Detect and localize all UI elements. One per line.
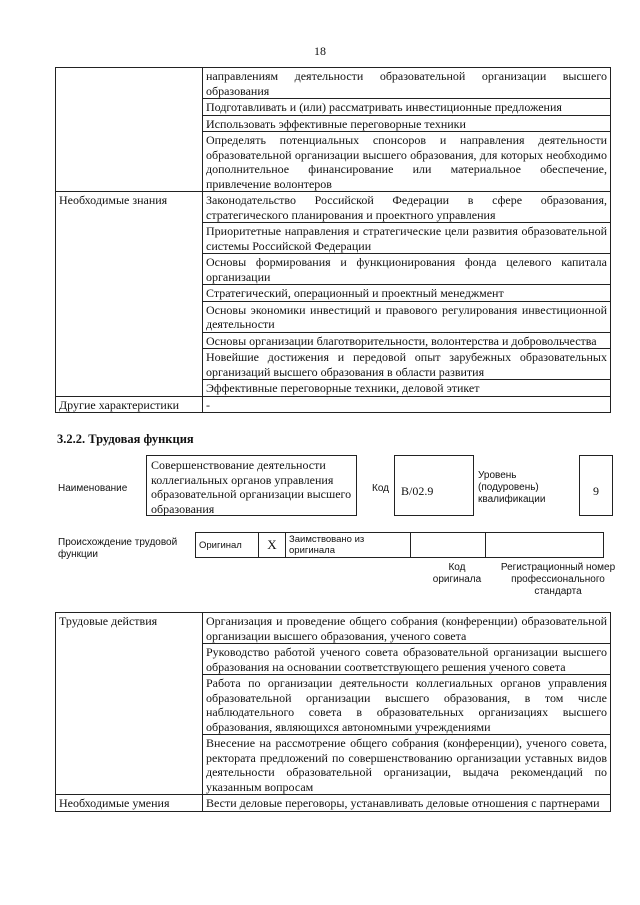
origin-reg-cell (486, 533, 604, 558)
origin-reg-caption: Регистрационный номер профессионального стандарта (500, 562, 616, 597)
origin-mark: X (259, 533, 286, 558)
table-row (56, 192, 611, 223)
row-label (56, 68, 203, 192)
section-heading: 3.2.2. Трудовая функция (57, 432, 194, 446)
origin-borrowed: Заимствовано из оригинала (286, 533, 411, 558)
row-text: Организация и проведение общего собрания (конференции) образовательной организации высшего образования, ученого совета (203, 613, 611, 644)
row-text: Внесение на рассмотрение общего собрания (конференции), ученого совета, ректората предложений по совершенствованию организации уставных видов деятельности образовательной организации, выдача рекомендаций по указанным вопросам (203, 735, 611, 795)
row-text: Приоритетные направления и стратегические цели развития образовательной системы Российской Федерации (203, 223, 611, 254)
table-row (56, 795, 611, 812)
requirements-table-bottom (55, 612, 611, 812)
row-text: Работа по организации деятельности коллегиальных органов управления образовательной организации высшего образования, в том числе наблюдательного совета в образовательных организациях высшего образования, являющихся автономными учреждениями (203, 675, 611, 735)
row-text: Основы формирования и функционирования фонда целевого капитала организации (203, 254, 611, 285)
name-label: Наименование (58, 483, 128, 494)
row-text: Подготавливать и (или) рассматривать инвестиционные предложения (203, 99, 611, 116)
table-row (56, 613, 611, 644)
row-text: Законодательство Российской Федерации в сфере образования, стратегического планирования и проектного управления (203, 192, 611, 223)
origin-code-caption: Код оригинала (432, 562, 482, 585)
row-text: Определять потенциальных спонсоров и направления деятельности образовательной организации высшего образования, для которых необходимо дополнительное финансирование или материальное обеспечение, привлечение волонтеров (203, 132, 611, 192)
page-number: 18 (314, 44, 326, 58)
row-text: Основы экономики инвестиций и правового регулирования инвестиционной деятельности (203, 301, 611, 332)
level-label: Уровень (подуровень) квалификации (478, 470, 546, 505)
table-row (56, 68, 611, 99)
row-text: - (203, 396, 611, 413)
row-text: Стратегический, операционный и проектный менеджмент (203, 285, 611, 302)
origin-table (195, 532, 604, 558)
row-text: Вести деловые переговоры, устанавливать деловые отношения с партнерами (203, 795, 611, 812)
level-value-box: 9 (579, 455, 613, 516)
row-label-other: Другие характеристики (56, 396, 203, 413)
row-text: Использовать эффективные переговорные техники (203, 115, 611, 132)
function-code-box: В/02.9 (394, 455, 474, 516)
row-text: Основы организации благотворительности, волонтерства и добровольчества (203, 332, 611, 349)
row-label-knowledge: Необходимые знания (56, 192, 203, 397)
row-text: направлениям деятельности образовательной организации высшего образования (203, 68, 611, 99)
row-label-skills: Необходимые умения (56, 795, 203, 812)
row-text: Руководство работой ученого совета образовательной организации высшего образования на основании соответствующего решения ученого совета (203, 644, 611, 675)
origin-original: Оригинал (196, 533, 259, 558)
code-label: Код (372, 483, 390, 494)
row-text: Эффективные переговорные техники, деловой этикет (203, 380, 611, 397)
row-label-actions: Трудовые действия (56, 613, 203, 795)
table-row (56, 396, 611, 413)
function-name-box: Совершенствование деятельности коллегиальных органов управления образовательной организации высшего образования (146, 455, 357, 516)
origin-code-cell (411, 533, 486, 558)
origin-label: Происхождение трудовой функции (58, 537, 178, 560)
row-text: Новейшие достижения и передовой опыт зарубежных образовательных организаций высшего образования в области развития (203, 349, 611, 380)
requirements-table-top (55, 67, 611, 413)
